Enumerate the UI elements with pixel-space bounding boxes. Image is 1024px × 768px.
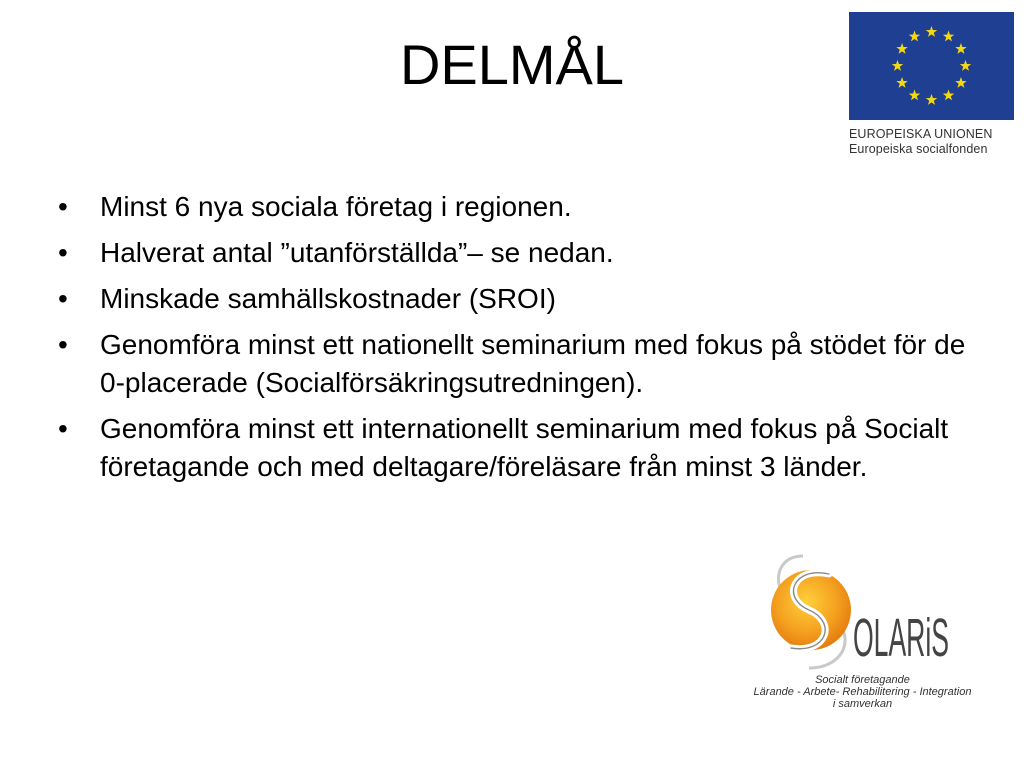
goal-item: [58, 326, 988, 402]
eu-logo: [849, 12, 1014, 157]
solaris-logo: [745, 552, 980, 722]
goal-text: Genomföra minst ett nationellt seminarium med fokus på stödet för de 0-placerade (Socialförsäkringsutredningen).: [100, 329, 966, 398]
slide-title: DELMÅL: [399, 33, 625, 96]
goal-text: Minst 6 nya sociala företag i regionen.: [100, 191, 572, 222]
bullet-icon: •: [58, 237, 68, 268]
goal-text: Genomföra minst ett internationellt seminarium med fokus på Socialt företagande och med deltagare/föreläsare från minst 3 länder.: [100, 413, 949, 482]
solaris-caption-line3: i samverkan: [832, 698, 893, 710]
goal-item: [58, 234, 988, 272]
bullet-icon: •: [58, 191, 68, 222]
goal-item: [58, 280, 988, 318]
solaris-caption-line1: Socialt företagande: [815, 674, 910, 686]
solaris-wordmark: OLARiS: [853, 608, 949, 668]
goal-list: [58, 188, 988, 494]
eu-caption-fund: Europeiska socialfonden: [849, 142, 988, 156]
bullet-icon: •: [58, 413, 68, 444]
solaris-caption-line2: Lärande - Arbete- Rehabilitering - Integration: [753, 686, 972, 698]
goal-item: [58, 410, 988, 486]
goal-text: Halverat antal ”utanförställda”– se nedan.: [100, 237, 614, 268]
eu-flag-icon: [849, 12, 1014, 120]
bullet-icon: •: [58, 283, 68, 314]
bullet-icon: •: [58, 329, 68, 360]
eu-caption-union: EUROPEISKA UNIONEN: [849, 127, 993, 141]
goal-item: [58, 188, 988, 226]
solaris-caption: [745, 674, 980, 710]
solaris-sun-icon: [745, 552, 980, 672]
goal-text: Minskade samhällskostnader (SROI): [100, 283, 556, 314]
